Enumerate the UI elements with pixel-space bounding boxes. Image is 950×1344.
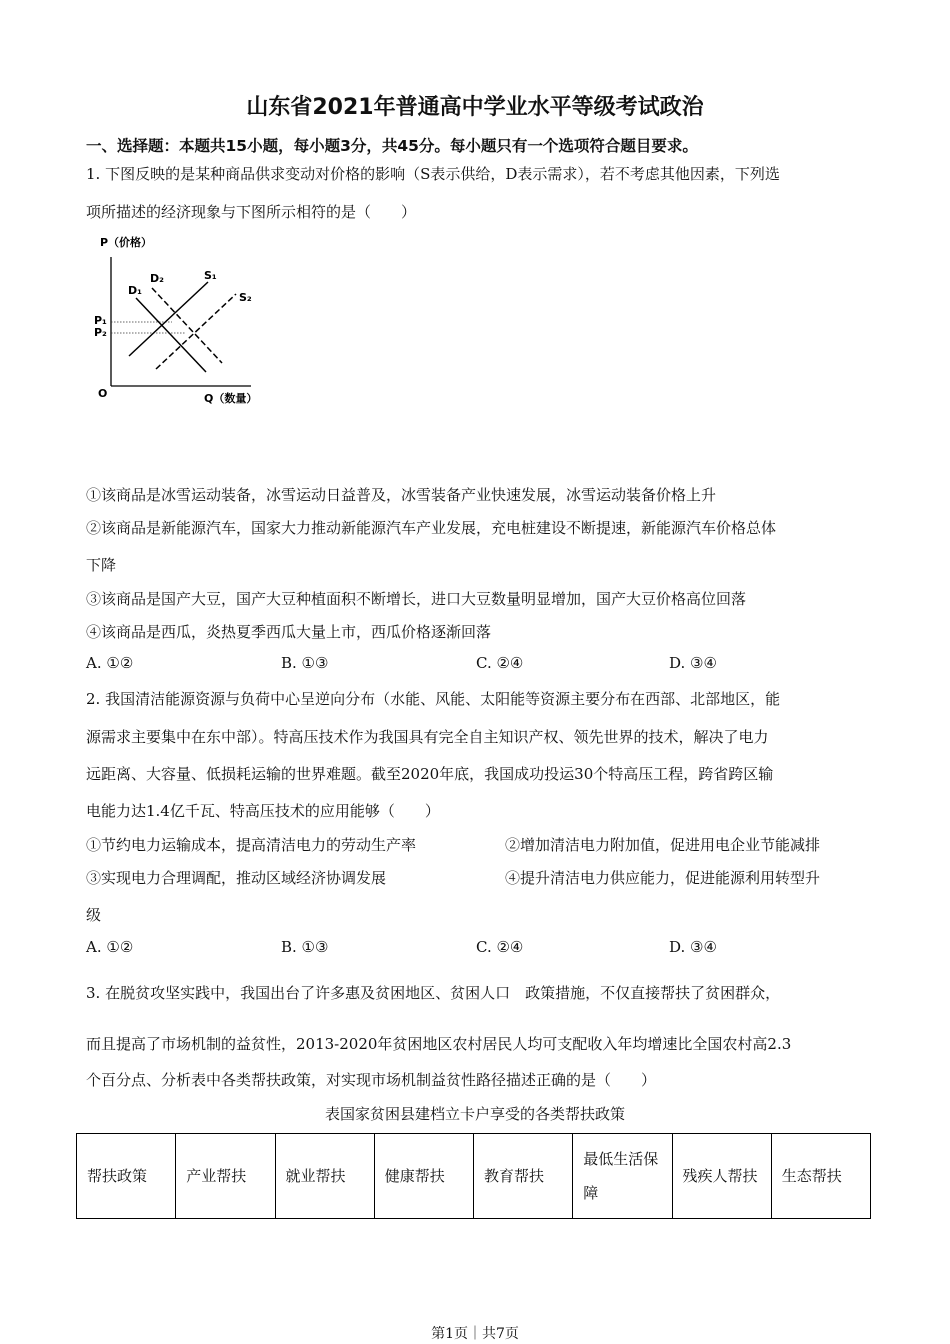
page-footer: 第1页｜共7页 xyxy=(431,1326,519,1342)
table-row xyxy=(77,1134,871,1219)
q2-stem-line-2: 源需求主要集中在东中部）。特高压技术作为我国具有完全自主知识产权、领先世界的技术，解决了电力 xyxy=(86,728,769,746)
d1-label: D₁ xyxy=(128,284,142,297)
s1-label: S₁ xyxy=(204,269,217,282)
table-cell: 生态帮扶 xyxy=(771,1134,870,1219)
q3-stem-line-1: 3. 在脱贫攻坚实践中，我国出台了许多惠及贫困地区、贫困人口 政策措施，不仅直接帮扶了贫困群众， xyxy=(86,984,781,1002)
p1-label: P₁ xyxy=(94,314,107,327)
policy-table xyxy=(76,1133,871,1219)
q3-stem-line-3: 个百分点、分析表中各类帮扶政策，对实现市场机制益贫性路径描述正确的是（ ） xyxy=(86,1071,657,1089)
table-cell: 最低生活保障 xyxy=(573,1134,672,1219)
q1-stem-line-1: 1. 下图反映的是某种商品供求变动对价格的影响（S表示供给，D表示需求），若不考虑其他因素，下列选 xyxy=(86,165,780,183)
origin-label: O xyxy=(98,387,108,400)
q2-option-d: D. ③④ xyxy=(669,938,717,956)
p2-label: P₂ xyxy=(94,326,107,339)
q1-item-2-cont: 下降 xyxy=(86,556,117,574)
y-axis-label: P（价格） xyxy=(100,236,153,249)
q1-item-1: ①该商品是冰雪运动装备，冰雪运动日益普及，冰雪装备产业快速发展，冰雪运动装备价格上升 xyxy=(86,486,717,504)
page-title: 山东省2021年普通高中学业水平等级考试政治 xyxy=(246,95,704,120)
supply-demand-graph xyxy=(86,232,286,412)
table-cell: 残疾人帮扶 xyxy=(672,1134,771,1219)
q1-stem-line-2: 项所描述的经济现象与下图所示相符的是（ ） xyxy=(86,203,417,221)
x-axis-label: Q（数量） xyxy=(204,392,258,405)
q2-stem-line-3: 远距离、大容量、低损耗运输的世界难题。截至2020年底，我国成功投运30个特高压工程，跨省跨区输 xyxy=(86,765,774,783)
table-caption: 表国家贫困县建档立卡户享受的各类帮扶政策 xyxy=(324,1105,625,1123)
q2-item-3: ③实现电力合理调配，推动区域经济协调发展 xyxy=(86,869,387,887)
table-cell: 教育帮扶 xyxy=(474,1134,573,1219)
q1-item-2: ②该商品是新能源汽车，国家大力推动新能源汽车产业发展，充电桩建设不断提速，新能源汽车价格总体 xyxy=(86,519,777,537)
q2-option-b: B. ①③ xyxy=(281,938,329,956)
q2-item-2: ②增加清洁电力附加值，促进用电企业节能减排 xyxy=(505,836,821,854)
q1-option-a: A. ①② xyxy=(86,654,134,672)
q2-item-1: ①节约电力运输成本，提高清洁电力的劳动生产率 xyxy=(86,836,417,854)
s2-label: S₂ xyxy=(239,291,252,304)
table-cell: 健康帮扶 xyxy=(374,1134,473,1219)
table-cell: 产业帮扶 xyxy=(176,1134,275,1219)
section-heading: 一、选择题：本题共15小题，每小题3分，共45分。每小题只有一个选项符合题目要求。 xyxy=(86,137,698,155)
q2-stem-line-4: 电能力达1.4亿千瓦、特高压技术的应用能够（ ） xyxy=(86,802,440,820)
q3-stem-line-2: 而且提高了市场机制的益贫性，2013-2020年贫困地区农村居民人均可支配收入年均增速比全国农村高2.3 xyxy=(86,1035,792,1053)
q1-item-4: ④该商品是西瓜，炎热夏季西瓜大量上市，西瓜价格逐渐回落 xyxy=(86,623,492,641)
q1-option-d: D. ③④ xyxy=(669,654,717,672)
table-cell: 就业帮扶 xyxy=(275,1134,374,1219)
q1-option-c: C. ②④ xyxy=(476,654,524,672)
q2-option-c: C. ②④ xyxy=(476,938,524,956)
q2-stem-line-1: 2. 我国清洁能源资源与负荷中心呈逆向分布（水能、风能、太阳能等资源主要分布在西部、北部地区，能 xyxy=(86,690,781,708)
q2-option-a: A. ①② xyxy=(86,938,134,956)
q1-option-b: B. ①③ xyxy=(281,654,329,672)
d2-label: D₂ xyxy=(150,272,164,285)
q1-item-3: ③该商品是国产大豆，国产大豆种植面积不断增长，进口大豆数量明显增加，国产大豆价格高位回落 xyxy=(86,590,747,608)
table-cell: 帮扶政策 xyxy=(77,1134,176,1219)
q2-item-4-cont: 级 xyxy=(86,906,102,924)
q2-item-4: ④提升清洁电力供应能力，促进能源利用转型升 xyxy=(505,869,821,887)
